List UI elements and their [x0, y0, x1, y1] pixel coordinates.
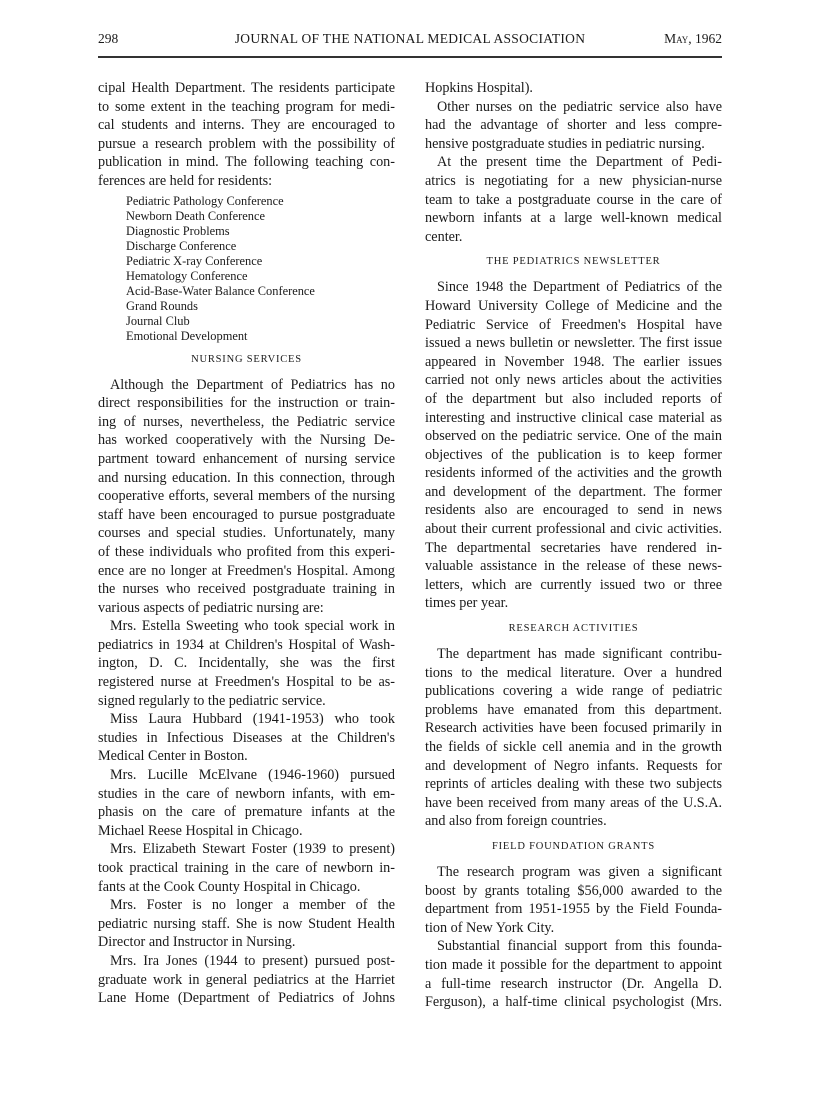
text-line: cooperative efforts, several members of the nursing — [98, 488, 395, 505]
text-line: fants at the Cook County Hospital in Chicago. — [98, 878, 361, 895]
section-heading: THE PEDIATRICS NEWSLETTER — [486, 256, 661, 268]
section-heading: RESEARCH ACTIVITIES — [508, 623, 639, 635]
text-line: courses and special studies. Unfortunately, many — [98, 525, 395, 542]
conference-list — [98, 194, 395, 344]
text-line: registered nurse at Freedmen's Hospital to be as- — [98, 674, 395, 691]
text-line: cal students and interns. They are encouraged to — [98, 117, 395, 134]
text-line: Miss Laura Hubbard (1941-1953) who took — [110, 711, 395, 728]
conference-list-item: Journal Club — [126, 313, 190, 328]
text-line: valuable assistance in the release of these news- — [425, 558, 722, 575]
text-line: of the department but also included reports of — [425, 390, 722, 407]
issue-date: May, 1962 — [664, 31, 722, 46]
paragraph — [425, 79, 722, 98]
paragraph — [98, 617, 395, 710]
text-line: ence are no longer at Freedmen's Hospital. Among — [98, 562, 395, 579]
text-line: pursue a research problem with the possibility of — [98, 135, 395, 152]
text-line: the nurses who received postgraduate training in — [98, 581, 395, 598]
text-line: ferences are held for residents: — [98, 172, 273, 189]
conference-list-item: Discharge Conference — [126, 238, 237, 253]
conference-list-item: Hematology Conference — [126, 268, 248, 283]
header-rule — [98, 56, 722, 58]
text-line: Mrs. Ira Jones (1944 to present) pursued post- — [110, 952, 395, 969]
text-line: Pediatric Service of Freedmen's Hospital have — [425, 316, 722, 333]
text-line: problems have emanated from this department. — [425, 701, 722, 718]
text-line: ing of nurses, nevertheless, the Pediatric service — [98, 413, 395, 430]
text-line: tions to the medical literature. Over a hundred — [425, 664, 722, 681]
text-line: boost by grants totaling $56,000 awarded to the — [425, 882, 722, 899]
text-line: signed regularly to the pediatric service. — [98, 692, 326, 709]
text-line: center. — [425, 228, 463, 245]
section-heading: FIELD FOUNDATION GRANTS — [491, 840, 656, 852]
paragraph — [425, 278, 722, 613]
running-header — [98, 31, 722, 51]
conference-list-item: Pediatric X-ray Conference — [126, 253, 263, 268]
text-line: publications covering a wide range of pediatric — [425, 683, 722, 700]
text-line: issued a news bulletin or newsletter. The first issue — [425, 335, 722, 352]
journal-title: JOURNAL OF THE NATIONAL MEDICAL ASSOCIATION — [234, 31, 586, 46]
text-line: department from 1951-1955 by the Field Founda- — [425, 901, 722, 918]
text-line: Substantial financial support from this founda- — [437, 938, 722, 955]
text-line: studies in the care of newborn infants, with em- — [98, 785, 395, 802]
paragraph — [425, 98, 722, 154]
text-line: appeared in November 1948. The earlier issues — [425, 353, 722, 370]
text-line: various aspects of pediatric nursing are: — [98, 599, 324, 616]
text-line: tion of New York City. — [425, 919, 555, 936]
paragraph — [98, 952, 395, 1008]
text-line: Ferguson), a half-time clinical psychologist (Mrs. — [425, 994, 722, 1011]
text-line: and also from foreign countries. — [425, 813, 607, 830]
text-line: staff have been encouraged to pursue postgraduate — [98, 506, 395, 523]
text-line: residents also are encouraged to send in news — [425, 502, 722, 519]
text-line: Michael Reese Hospital in Chicago. — [98, 822, 303, 839]
text-line: The departmental secretaries have rendered in- — [425, 539, 722, 556]
text-line: Research activities have been focused primarily in — [425, 720, 722, 737]
text-line: carried not only news articles about the activities — [425, 372, 722, 389]
conference-list-item: Emotional Development — [126, 328, 248, 343]
text-line: Mrs. Lucille McElvane (1946-1960) pursued — [110, 767, 395, 784]
text-line: have been received from many areas of the U.S.A. — [425, 794, 722, 811]
text-line: newborn infants at a large well-known medical — [425, 210, 722, 227]
paragraph — [98, 896, 395, 952]
text-line: reprints of articles dealing with these two subjects — [425, 776, 722, 793]
page-number: 298 — [98, 31, 119, 46]
text-line: tion made it possible for the department to appoint — [425, 956, 722, 973]
text-line: ington, D. C. Incidentally, she was the first — [98, 655, 395, 672]
text-line: interesting and instructive clinical case material as — [425, 409, 722, 426]
text-line: studies in Infectious Diseases at the Children's — [98, 729, 395, 746]
text-line: atrics is negotiating for a new physician-nurse — [425, 172, 722, 189]
text-line: and nursing education. In this connection, through — [98, 469, 395, 486]
paragraph — [98, 766, 395, 840]
text-line: to some extent in the teaching program for medi- — [98, 98, 395, 115]
text-line: Howard University College of Medicine and the — [425, 297, 722, 314]
text-line: residents informed of the activities and the growth — [425, 465, 722, 482]
text-line: hensive postgraduate studies in pediatric nursing. — [425, 135, 705, 152]
conference-list-item: Acid-Base-Water Balance Conference — [126, 283, 315, 298]
conference-list-item: Diagnostic Problems — [126, 223, 230, 238]
text-line: Other nurses on the pediatric service also have — [437, 98, 722, 115]
right-column — [425, 79, 722, 1012]
text-line: partment toward enhancement of nursing service — [98, 450, 395, 467]
text-line: times per year. — [425, 595, 509, 612]
text-line: a full-time research instructor (Dr. Angella D. — [425, 975, 722, 992]
text-line: pediatrics in 1934 at Children's Hospital of Wash- — [98, 636, 395, 653]
text-line: letters, which are currently issued two or three — [425, 576, 722, 593]
text-line: Although the Department of Pediatrics has no — [110, 376, 395, 393]
paragraph — [425, 863, 722, 937]
text-line: objectives of the publication is to keep former — [425, 446, 722, 463]
text-line: Mrs. Foster is no longer a member of the — [110, 897, 395, 914]
text-line: the fields of sickle cell anemia and in the growth — [425, 739, 722, 755]
text-line: had the advantage of shorter and less compre- — [425, 117, 722, 134]
text-line: Lane Home (Department of Pediatrics of Johns — [98, 990, 395, 1007]
conference-list-item: Newborn Death Conference — [126, 208, 265, 223]
text-line: has worked cooperatively with the Nursing De- — [98, 432, 395, 449]
text-line: took practical training in the care of newborn in- — [98, 860, 395, 876]
paragraph — [98, 710, 395, 766]
conference-list-item: Grand Rounds — [126, 298, 198, 313]
text-line: and development of the department. The former — [425, 483, 722, 500]
text-line: Since 1948 the Department of Pediatrics of the — [437, 279, 722, 296]
text-line: Medical Center in Boston. — [98, 748, 248, 765]
text-line: and development of Negro infants. Requests for — [425, 757, 722, 774]
text-line: The research program was given a significant — [437, 863, 722, 880]
left-column — [98, 79, 395, 1008]
text-line: team to take a postgraduate course in the care of — [425, 191, 722, 208]
text-line: direct responsibilities for the instruction or train- — [98, 395, 395, 412]
paragraph — [425, 937, 722, 1011]
text-line: Mrs. Estella Sweeting who took special work in — [110, 618, 395, 635]
conference-list-item: Pediatric Pathology Conference — [126, 193, 284, 208]
text-line: cipal Health Department. The residents participate — [98, 80, 395, 96]
text-line: Hopkins Hospital). — [425, 80, 533, 96]
text-line: about their current professional and civic activities. — [425, 521, 722, 538]
paragraph — [425, 153, 722, 246]
text-line: The department has made significant contribu- — [437, 646, 722, 663]
text-line: pediatric nursing staff. She is now Student Health — [98, 915, 395, 932]
text-line: graduate work in general pediatrics at the Harriet — [98, 971, 395, 988]
paragraph — [98, 840, 395, 896]
text-line: At the present time the Department of Pedi- — [437, 154, 722, 171]
text-line: observed on the pediatric service. One of the main — [425, 428, 722, 445]
text-line: publication in mind. The following teaching con- — [98, 154, 395, 171]
text-line: phasis on the care of premature infants at the — [98, 804, 395, 821]
section-heading: NURSING SERVICES — [191, 353, 302, 365]
text-line: of these individuals who profited from this experi- — [98, 543, 395, 560]
text-line: Mrs. Elizabeth Stewart Foster (1939 to present) — [110, 841, 395, 858]
text-line: Director and Instructor in Nursing. — [98, 934, 296, 951]
paragraph — [425, 645, 722, 831]
paragraph — [98, 376, 395, 618]
paragraph — [98, 79, 395, 191]
